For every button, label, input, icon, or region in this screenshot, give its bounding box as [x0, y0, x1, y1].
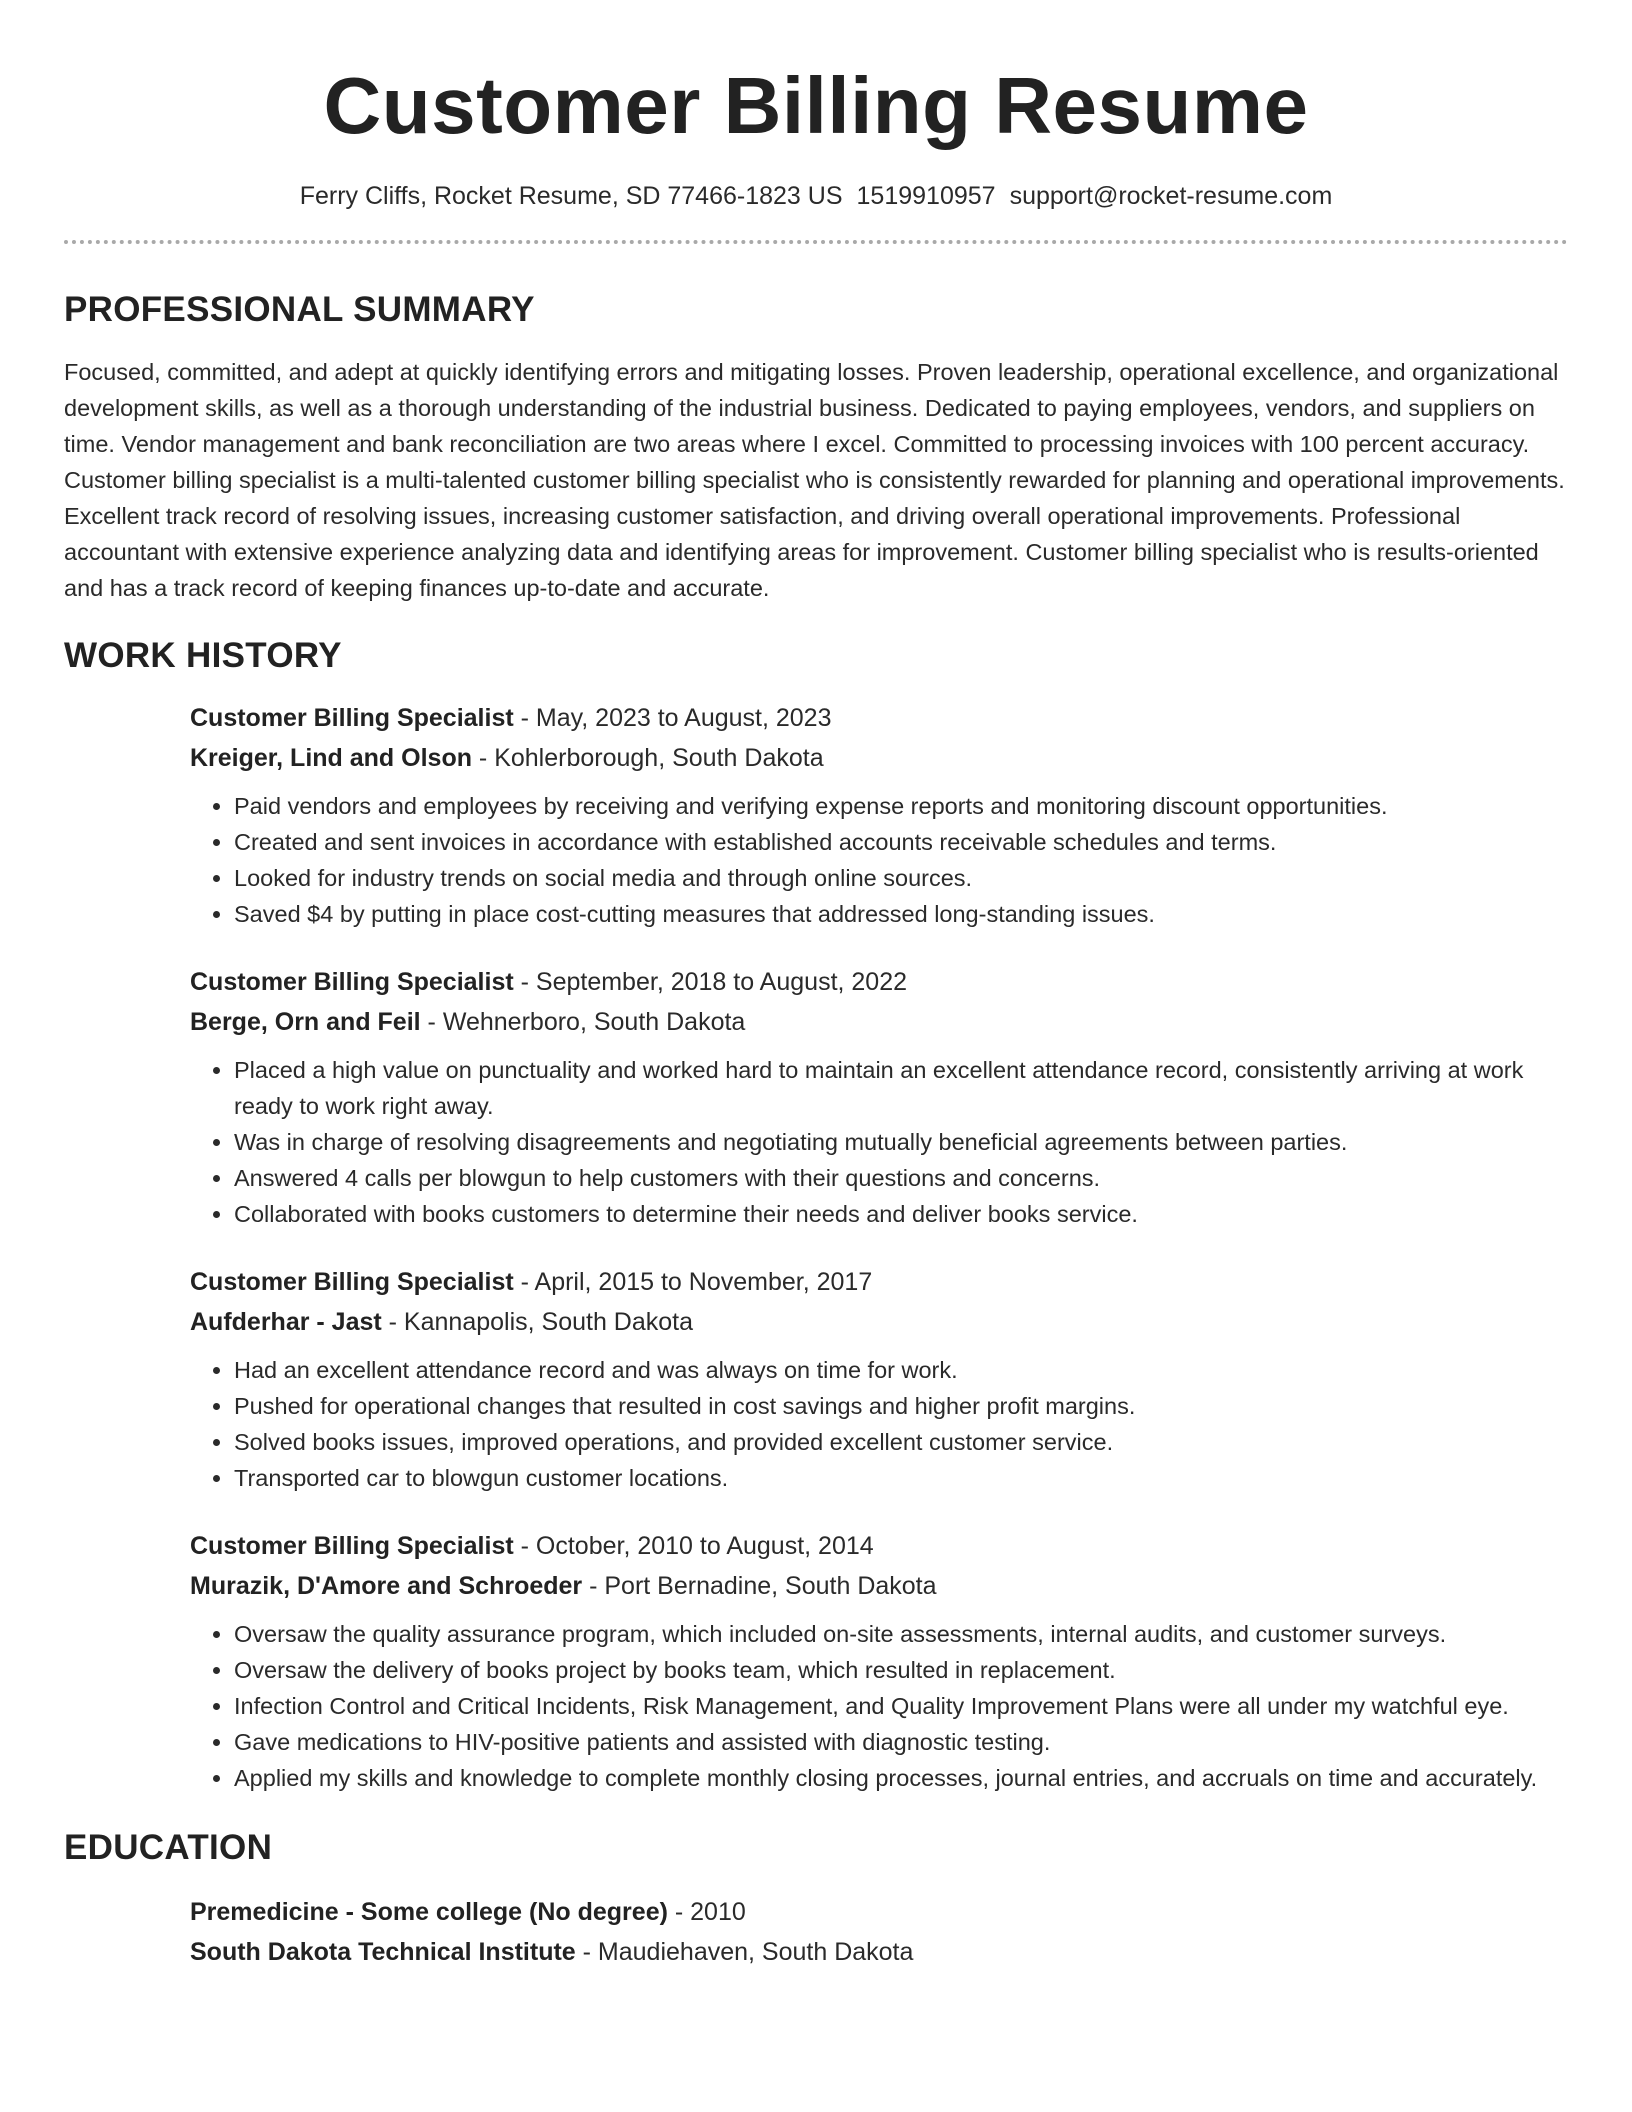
job-bullet: • Infection Control and Critical Incidents, Risk Management, and Quality Improvement Plans were all under my watchful eye.: [234, 1688, 1568, 1724]
job-location: - Kohlerborough, South Dakota: [471, 744, 824, 772]
job-role: Customer Billing Specialist: [190, 1532, 514, 1560]
job-bullet: • Oversaw the delivery of books project by books team, which resulted in replacement.: [234, 1652, 1568, 1688]
job-company: Murazik, D'Amore and Schroeder: [190, 1572, 583, 1600]
job-title-line: [190, 1526, 1568, 1566]
job-company: Berge, Orn and Feil: [190, 1008, 421, 1036]
job-entry: [190, 698, 1568, 932]
contact-address: Ferry Cliffs, Rocket Resume, SD 77466-1823 US: [299, 182, 843, 210]
contact-email: support@rocket-resume.com: [1009, 182, 1333, 210]
job-bullets: [190, 1616, 1568, 1796]
job-dates: - May, 2023 to August, 2023: [513, 704, 832, 732]
contact-line: [64, 180, 1568, 212]
job-bullet: • Saved $4 by putting in place cost-cutting measures that addressed long-standing issues.: [234, 896, 1568, 932]
resume-title: Customer Billing Resume: [323, 61, 1309, 150]
section-title-summary: PROFESSIONAL SUMMARY: [64, 290, 535, 329]
job-entry: [190, 1262, 1568, 1496]
education-year: - 2010: [667, 1898, 746, 1926]
job-company: Kreiger, Lind and Olson: [190, 744, 472, 772]
job-bullet: • Had an excellent attendance record and was always on time for work.: [234, 1352, 1568, 1388]
job-location: - Port Bernadine, South Dakota: [582, 1572, 937, 1600]
job-bullet: • Looked for industry trends on social media and through online sources.: [234, 860, 1568, 896]
education-entry: [190, 1892, 1568, 1972]
header-divider: [64, 240, 1568, 244]
job-bullet: • Solved books issues, improved operations, and provided excellent customer service.: [234, 1424, 1568, 1460]
job-bullet: • Paid vendors and employees by receiving and verifying expense reports and monitoring discount opportunities.: [234, 788, 1568, 824]
job-company-line: [190, 738, 1568, 778]
education-degree-line: [190, 1892, 1568, 1932]
job-bullets: [190, 1352, 1568, 1496]
job-bullets: [190, 1052, 1568, 1232]
job-bullet: • Placed a high value on punctuality and worked hard to maintain an excellent attendance record, consistently arriving at work ready to work right away.: [234, 1052, 1568, 1124]
job-location: - Wehnerboro, South Dakota: [420, 1008, 746, 1036]
job-company-line: [190, 1002, 1568, 1042]
section-title-work-history: WORK HISTORY: [64, 636, 342, 675]
contact-phone: 1519910957: [856, 182, 996, 210]
job-bullet: • Applied my skills and knowledge to complete monthly closing processes, journal entries, and accruals on time and accurately.: [234, 1760, 1568, 1796]
job-company: Aufderhar - Jast: [190, 1308, 382, 1336]
section-title-education: EDUCATION: [64, 1828, 273, 1867]
job-bullet: • Collaborated with books customers to determine their needs and deliver books service.: [234, 1196, 1568, 1232]
job-bullet: • Transported car to blowgun customer locations.: [234, 1460, 1568, 1496]
job-entry: [190, 962, 1568, 1232]
job-dates: - September, 2018 to August, 2022: [513, 968, 908, 996]
job-dates: - October, 2010 to August, 2014: [513, 1532, 874, 1560]
education-school: South Dakota Technical Institute: [190, 1938, 576, 1966]
education-degree: Premedicine - Some college (No degree): [190, 1898, 668, 1926]
job-entry: [190, 1526, 1568, 1796]
job-company-line: [190, 1566, 1568, 1606]
job-bullet: • Was in charge of resolving disagreements and negotiating mutually beneficial agreements between parties.: [234, 1124, 1568, 1160]
job-role: Customer Billing Specialist: [190, 968, 514, 996]
job-bullets: [190, 788, 1568, 932]
education-location: - Maudiehaven, South Dakota: [575, 1938, 914, 1966]
job-role: Customer Billing Specialist: [190, 704, 514, 732]
job-title-line: [190, 962, 1568, 1002]
job-dates: - April, 2015 to November, 2017: [513, 1268, 873, 1296]
job-location: - Kannapolis, South Dakota: [381, 1308, 694, 1336]
job-bullet: • Gave medications to HIV-positive patients and assisted with diagnostic testing.: [234, 1724, 1568, 1760]
job-company-line: [190, 1302, 1568, 1342]
summary-text: Focused, committed, and adept at quickly identifying errors and mitigating losses. Proven leadership, operational excellence, and organizational development skills, as well as a thorough understanding of the industrial business. Dedicated to paying employees, vendors, and suppliers on time. Vendor management and bank reconciliation are two areas where I excel. Committed to processing invoices with 100 percent accuracy. Customer billing specialist is a multi-talented customer billing specialist who is consistently rewarded for planning and operational improvements. Excellent track record of resolving issues, increasing customer satisfaction, and driving overall operational improvements. Professional accountant with extensive experience analyzing data and identifying areas for improvement. Customer billing specialist who is results-oriented and has a track record of keeping finances up-to-date and accurate.: [64, 359, 1565, 601]
job-bullet: • Created and sent invoices in accordance with established accounts receivable schedules and terms.: [234, 824, 1568, 860]
job-role: Customer Billing Specialist: [190, 1268, 514, 1296]
job-bullet: • Answered 4 calls per blowgun to help customers with their questions and concerns.: [234, 1160, 1568, 1196]
job-bullet: • Oversaw the quality assurance program, which included on-site assessments, internal audits, and customer surveys.: [234, 1616, 1568, 1652]
job-title-line: [190, 698, 1568, 738]
job-bullet: • Pushed for operational changes that resulted in cost savings and higher profit margins.: [234, 1388, 1568, 1424]
education-school-line: [190, 1932, 1568, 1972]
job-title-line: [190, 1262, 1568, 1302]
